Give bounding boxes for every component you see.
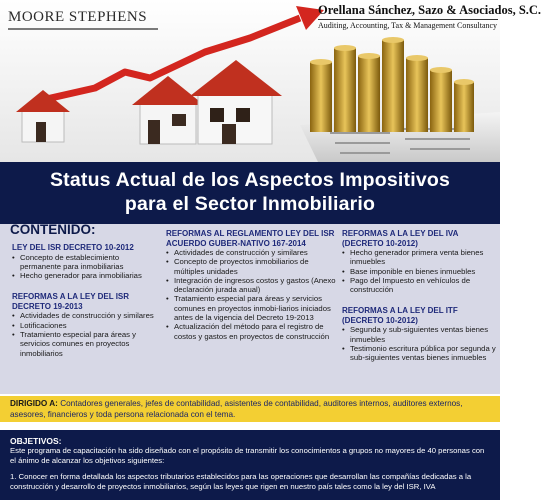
- list-item: • Tratamiento especial para áreas y servicios comunes en proyectos inmobi-liarios iniciados antes de la vigencia del Decreto 19-2013: [166, 294, 338, 322]
- section-title: REFORMAS AL REGLAMENTO LEY DEL ISR ACUERDO GUBER-NATIVO 167-2014: [166, 229, 335, 248]
- list-item: • Integración de ingresos costos y gastos (Anexo declaración jurada anual): [166, 276, 338, 295]
- section-title: REFORMAS A LA LEY DEL ISR DECRETO 19-2013: [12, 292, 130, 311]
- hero-banner: [0, 0, 541, 162]
- section-list: [342, 248, 498, 294]
- firm-tagline: Auditing, Accounting, Tax & Management Consultancy: [318, 21, 498, 30]
- objetivos-section: [0, 430, 500, 500]
- contenido-heading: CONTENIDO:: [10, 222, 96, 237]
- list-item: • Hecho generador para inmobiliarias: [12, 271, 162, 280]
- moore-stephens-logo: MOORE STEPHENS: [8, 8, 158, 30]
- content-column-3: [342, 229, 498, 363]
- list-item: • Hecho generador primera venta bienes inmuebles: [342, 248, 498, 267]
- dirigido-text: Contadores generales, jefes de contabilidad, asistentes de contabilidad, auditores internos, auditores externos, asesores, financieros y toda persona relacionada con el tema.: [10, 399, 463, 419]
- dirigido-label: DIRIGIDO A:: [10, 399, 58, 408]
- list-item: • Base imponible en bienes inmuebles: [342, 267, 498, 276]
- list-item: • Actividades de construcción y similares: [12, 311, 162, 320]
- objetivos-heading: OBJETIVOS:: [10, 436, 62, 446]
- objetivo-item-1: 1. Conocer en forma detallada los aspectos tributarios establecidos para las operaciones que desarrollan las compañías dedicadas a la construcción y desarrollo de proyectos inmobiliarios, según las leyes que rigen en nuestro país tales como la ley del ISR, IVA: [10, 472, 472, 491]
- list-item: • Concepto de establecimiento permanente para inmobiliarias: [12, 253, 162, 272]
- page-title-line-1: Status Actual de los Aspectos Impositivos: [49, 169, 451, 191]
- section-list: [342, 325, 498, 362]
- section-list: [12, 253, 162, 281]
- section-title: REFORMAS A LA LEY DEL IVA (DECRETO 10-2012): [342, 229, 459, 248]
- content-column-1: [12, 243, 162, 358]
- contenido-section: [0, 224, 500, 394]
- firm-logo: [318, 3, 541, 30]
- list-item: • Actividades de construcción y similares: [166, 248, 338, 257]
- firm-name: Orellana Sánchez, Sazo & Asociados, S.C.: [318, 3, 541, 17]
- section-list: [166, 248, 338, 341]
- page-title-line-2: para el Sector Inmobiliario: [124, 193, 376, 215]
- list-item: • Actualización del método para el registro de costos y gastos en proyectos de construcción: [166, 322, 338, 341]
- title-banner: [0, 162, 500, 224]
- list-item: • Pago del Impuesto en vehículos de construcción: [342, 276, 498, 295]
- section-list: [12, 311, 162, 357]
- list-item: • Testimonio escritura pública por segunda y sub-siguientes ventas bienes inmuebles: [342, 344, 498, 363]
- content-column-2: [166, 229, 338, 341]
- objetivos-intro: Este programa de capacitación ha sido diseñado con el propósito de transmitir los conocimientos a grupos no mayores de 40 personas con el ánimo de alcanzar los objetivos siguientes:: [10, 446, 485, 465]
- dirigido-a-bar: [0, 396, 500, 422]
- list-item: • Lotificaciones: [12, 321, 162, 330]
- section-title: REFORMAS A LA LEY DEL ITF (DECRETO 10-2012): [342, 306, 458, 325]
- list-item: • Segunda y sub-siguientes ventas bienes inmuebles: [342, 325, 498, 344]
- section-title: LEY DEL ISR DECRETO 10-2012: [12, 243, 134, 252]
- list-item: • Tratamiento especial para áreas y servicios comunes en proyectos inmobiliarios: [12, 330, 162, 358]
- list-item: • Concepto de proyectos inmobiliarios de múltiples unidades: [166, 257, 338, 276]
